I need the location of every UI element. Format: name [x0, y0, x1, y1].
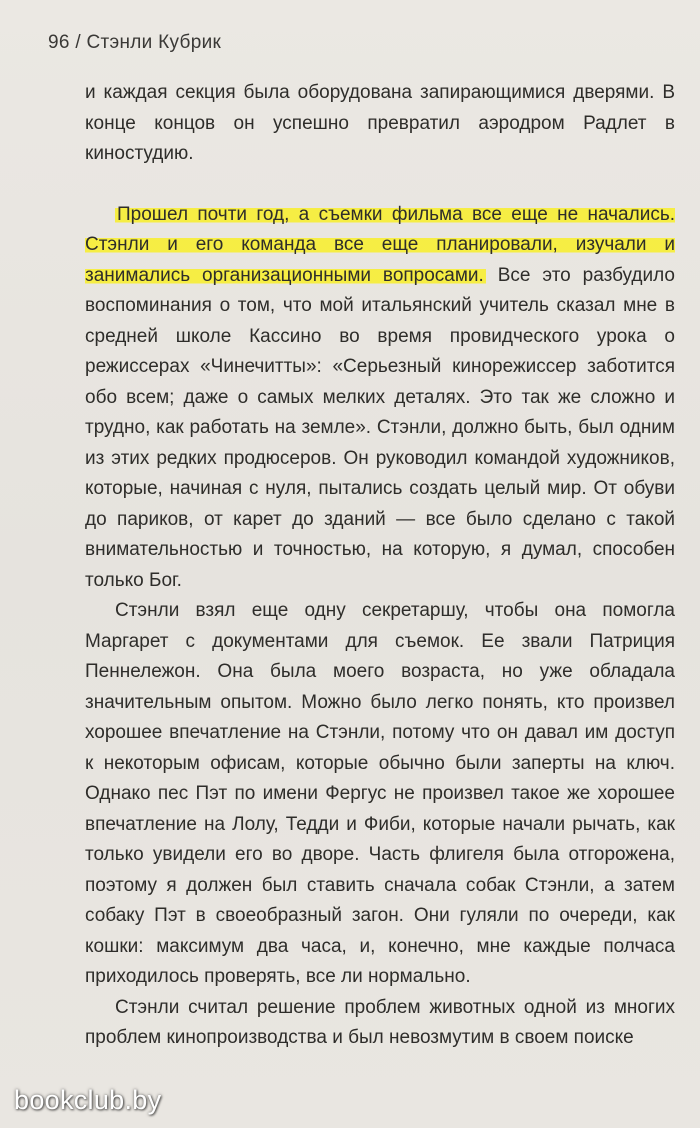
- highlighted-passage: Прошел почти год, а съемки фильма все еще не начались. Стэнли и его команда все еще планировали, изучали и занимались организационными вопросами.: [85, 203, 675, 286]
- paragraph-secretary: Стэнли взял еще одну секретаршу, чтобы она помогла Маргарет с документами для съемок. Ее звали Патриция Пеннележон. Она была моего возраста, но уже обладала значительным опытом. Можно было легко понять, кто произвел хорошее впечатление на Стэнли, потому что он давал им доступ к некоторым офисам, которые обычно были заперты на ключ. Однако пес Пэт по имени Фергус не произвел такое же хорошее впечатление на Лолу, Тедди и Фиби, которые начали рычать, как только увидели его во дворе. Часть флигеля была отгорожена, поэтому я должен был ставить сначала собак Стэнли, а затем собаку Пэт в своеобразный загон. Они гуляли по очереди, как кошки: максимум два часа, и, конечно, мне каждые полчаса приходилось проверять, все ли нормально.: [85, 600, 675, 987]
- paragraph-continued: и каждая секция была оборудована запирающимися дверями. В конце концов он успешно превратил аэродром Радлет в киностудию.: [85, 82, 675, 164]
- running-head: 96 / Стэнли Кубрик: [48, 32, 222, 53]
- paragraph-continuation: Все это разбудило воспоминания о том, что мой итальянский учитель сказал мне в средней школе Кассино во время провидческого урока о режиссерах «Чинечитты»: «Серьезный кинорежиссер заботится обо всем; даже о самых мелких деталях. Это так же сложно и трудно, как работать на земле». Стэнли, должно быть, был одним из этих редких продюсеров. Он руководил командой художников, которые, начиная с нуля, пытались создать целый мир. От обуви до париков, от карет до зданий — все было сделано с такой внимательностью и точностью, на которую, я думал, способен только Бог.: [85, 264, 675, 591]
- paragraph-animals: Стэнли считал решение проблем животных одной из многих проблем кинопроизводства и был невозмутим в своем поиске: [85, 996, 675, 1048]
- paragraph-highlighted: [85, 200, 675, 597]
- watermark-logo: bookclub.by: [14, 1085, 162, 1115]
- body-text: [85, 78, 675, 1054]
